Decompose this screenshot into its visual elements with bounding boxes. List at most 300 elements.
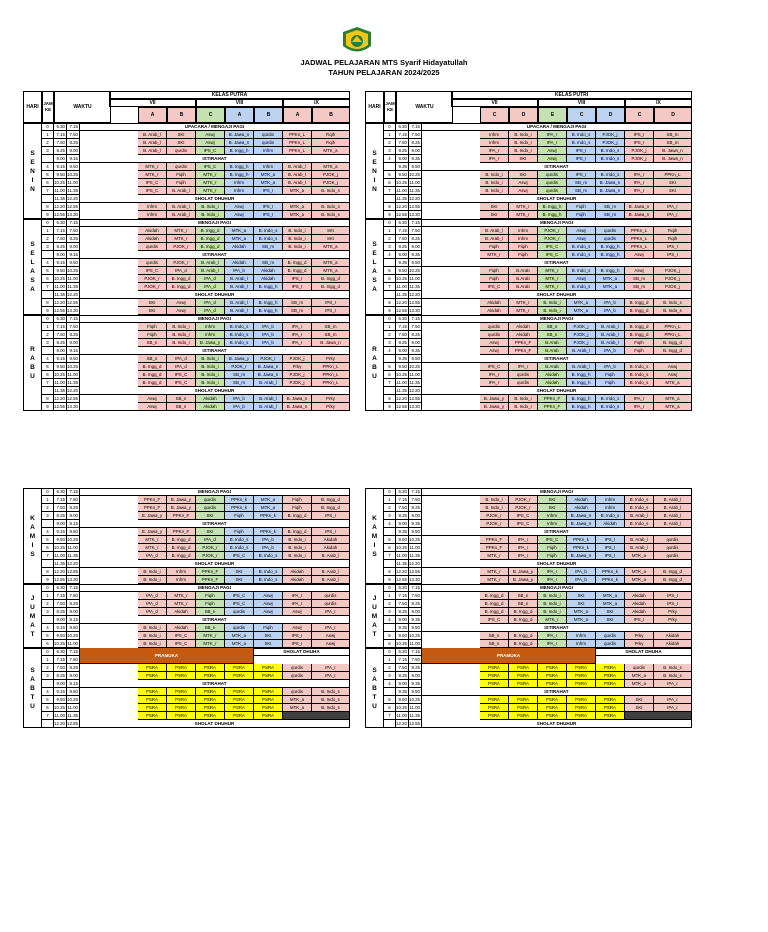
subject-cell: B. Indo_s xyxy=(625,379,654,387)
subject-cell: B. Indo_s xyxy=(567,131,596,139)
end-time: 12.55 xyxy=(67,396,78,401)
end-time: 7.50 xyxy=(409,656,422,664)
schedule-row xyxy=(365,592,692,600)
subject-cell: Akidah xyxy=(254,267,283,275)
subject-cell: PSRA xyxy=(538,704,567,712)
schedule-row xyxy=(23,688,350,696)
schedule-row xyxy=(23,283,350,291)
day-letter: A xyxy=(30,286,35,293)
start-time: 6.30 xyxy=(54,219,67,227)
subject-cell: MTK_r xyxy=(480,568,509,576)
subject-cell: PPKn_F xyxy=(538,395,567,403)
start-time: 6.30 xyxy=(54,648,67,656)
period-number: 7 xyxy=(384,283,396,291)
subject-cell: PJOK_j xyxy=(283,379,312,387)
start-time: 6.30 xyxy=(54,488,67,496)
subject-cell: B. Ingg_d xyxy=(625,299,654,307)
subject-cell: PSRA xyxy=(138,696,167,704)
period-number: 2 xyxy=(384,664,396,672)
period-number: 1 xyxy=(42,227,54,235)
schedule-row xyxy=(23,379,350,387)
school-emblem-icon xyxy=(340,26,374,56)
schedule-row xyxy=(365,704,692,712)
schedule-row xyxy=(23,584,350,592)
subject-cell: Aswj xyxy=(138,395,167,403)
break-label: SHOLAT DHUHUR xyxy=(422,195,692,203)
subject-cell: B. Arab_l xyxy=(596,323,625,331)
subject-cell: MTK_a xyxy=(283,211,312,219)
subject-cell: SB_m xyxy=(625,275,654,283)
schedule-row xyxy=(23,299,350,307)
schedule-row xyxy=(365,147,692,155)
subject-cell: MTK_a xyxy=(625,552,654,560)
subject-cell: MTK_a xyxy=(596,275,625,283)
subject-cell: PSRA xyxy=(254,672,283,680)
end-time: 11.35 xyxy=(67,188,78,193)
schedule-row xyxy=(365,696,692,704)
period-number: 6 xyxy=(384,371,396,379)
subject-cell: B. Indo_s xyxy=(596,171,625,179)
start-time: 9.00 xyxy=(396,155,409,163)
subject-cell: PPKn_L xyxy=(625,227,654,235)
subject-cell: IPA_r xyxy=(654,704,692,712)
start-time: 9.15 xyxy=(54,259,67,267)
period-number xyxy=(384,528,396,536)
start-time: 11.35 xyxy=(396,196,407,201)
end-time: 7.15 xyxy=(409,123,422,131)
subject-cell: SKI xyxy=(625,704,654,712)
subject-cell: qurdis xyxy=(596,632,625,640)
day-separator xyxy=(365,488,692,489)
subject-cell: B. Ingg_h xyxy=(567,379,596,387)
schedule-row xyxy=(23,251,350,259)
start-time: 12.55 xyxy=(54,212,65,217)
day-letter: A xyxy=(372,268,377,275)
subject-cell: B. Indo_i xyxy=(509,403,538,411)
start-time: 7.15 xyxy=(396,227,409,235)
subject-cell: B. Ingg_d xyxy=(654,576,692,584)
subject-cell: Akidah xyxy=(283,576,312,584)
start-time: 7.15 xyxy=(396,496,409,504)
schedule-row xyxy=(365,163,692,171)
end-time: 10.25 xyxy=(67,172,78,177)
subject-cell: SB_m xyxy=(254,243,283,251)
subject-cell: Infrm xyxy=(538,512,567,520)
subject-cell: PPKn_L xyxy=(654,323,692,331)
subject-cell: B. Arab_l xyxy=(225,275,254,283)
schedule-row xyxy=(23,355,350,363)
start-time: 11.35 xyxy=(54,388,65,393)
schedule-row xyxy=(365,291,692,299)
subject-cell: B. Indo_i xyxy=(196,363,225,371)
start-time: 8.25 xyxy=(396,512,409,520)
period-number: 0 xyxy=(42,315,54,323)
start-time: 9.00 xyxy=(396,347,409,355)
start-time: 9.50 xyxy=(54,171,67,179)
day-letter: N xyxy=(30,185,35,193)
schedule-row xyxy=(23,235,350,243)
subject-cell: PSRA xyxy=(509,672,538,680)
subject-cell: B. Arab_l xyxy=(654,512,692,520)
day-letter: K xyxy=(30,514,35,522)
schedule-row xyxy=(365,536,692,544)
subject-cell: SB_m xyxy=(283,307,312,315)
start-time: 11.35 xyxy=(54,292,65,297)
period-number: 0 xyxy=(384,648,396,656)
start-time: 11.00 xyxy=(54,188,65,193)
period-number: 8 xyxy=(384,395,396,403)
subject-cell: IPA_b xyxy=(567,576,596,584)
subject-cell: Aswj xyxy=(480,339,509,347)
subject-cell: B. Indo_s xyxy=(596,395,625,403)
start-time: 11.35 xyxy=(54,196,65,201)
start-time: 6.30 xyxy=(396,488,409,496)
schedule-row xyxy=(365,584,692,592)
end-time: 12.55 xyxy=(67,300,78,305)
dhuha-label: SHOLAT DHUHA xyxy=(254,648,350,656)
subject-cell: PPKn_k xyxy=(225,496,254,504)
subject-cell: SKI xyxy=(196,528,225,536)
start-time: 9.35 xyxy=(396,259,409,267)
break-label: ISTIRAHAT xyxy=(422,688,692,696)
subject-cell: qurdis xyxy=(596,640,625,648)
schedule-row xyxy=(365,235,692,243)
period-number: 1 xyxy=(384,592,396,600)
subject-cell: MTK_r xyxy=(196,632,225,640)
end-time: 9.15 xyxy=(67,680,80,688)
subject-cell: qurdis xyxy=(312,592,350,600)
subject-cell: Akidah xyxy=(625,608,654,616)
end-time: 13.30 xyxy=(67,212,78,217)
subject-cell: B. Indo_i xyxy=(538,608,567,616)
break-label: UPACARA / MENGAJI PAGI xyxy=(80,123,350,131)
start-time: 12.20 xyxy=(54,204,65,209)
subject-cell: MTK_a xyxy=(654,395,692,403)
end-time: 7.50 xyxy=(67,656,80,664)
subject-cell: Infrm xyxy=(254,147,283,155)
end-time: 12.55 xyxy=(67,204,78,209)
start-time: 11.00 xyxy=(54,284,65,289)
subject-cell: PJOK_j xyxy=(283,371,312,379)
subject-cell: PSRA xyxy=(196,688,225,696)
subject-cell: PSRA xyxy=(596,664,625,672)
subject-cell: MTK_r xyxy=(480,251,509,259)
day-letter: E xyxy=(372,250,377,257)
day-letter: U xyxy=(30,702,35,710)
subject-cell: PJOK_j xyxy=(654,275,692,283)
subject-cell: B. Arab_l xyxy=(596,339,625,347)
day-letter: A xyxy=(372,286,377,293)
subject-cell: SKI xyxy=(596,608,625,616)
start-time: 12.20 xyxy=(54,569,65,574)
day-letter: S xyxy=(30,277,35,284)
end-time: 8.25 xyxy=(67,139,80,147)
subject-cell: MTK_r xyxy=(167,600,196,608)
subject-cell: PSRA xyxy=(138,664,167,672)
period-number: 0 xyxy=(42,488,54,496)
break-label: ISTIRAHAT xyxy=(422,355,692,363)
subject-cell: PSRA xyxy=(596,712,625,720)
subject-cell: B. Ingg_d xyxy=(654,347,692,355)
subject-cell: B. Indo_s xyxy=(654,299,692,307)
end-time: 9.00 xyxy=(67,243,80,251)
schedule-row xyxy=(23,339,350,347)
period-number: 0 xyxy=(384,584,396,592)
end-time: 10.25 xyxy=(409,268,420,273)
subject-cell: B.Arab xyxy=(509,283,538,291)
end-time: 9.50 xyxy=(409,528,422,536)
subject-cell: Akidah xyxy=(312,536,350,544)
period-number: 7 xyxy=(42,712,54,720)
schedule-row xyxy=(365,624,692,632)
subject-cell: B. Arab_l xyxy=(138,139,167,147)
day-letter: S xyxy=(372,550,377,558)
end-time: 9.50 xyxy=(67,528,80,536)
subject-cell: PPKn_L xyxy=(312,379,350,387)
subject-cell: B. Arab_l xyxy=(196,259,225,267)
end-time: 13.30 xyxy=(67,404,78,409)
subject-cell: qurdis xyxy=(283,664,312,672)
class-column-header: A xyxy=(138,107,167,123)
subject-cell: Akidah xyxy=(567,496,596,504)
end-time: 9.00 xyxy=(409,147,422,155)
day-letter: S xyxy=(30,149,35,157)
subject-cell: B. Indo_i xyxy=(538,600,567,608)
period-number: 0 xyxy=(384,123,396,131)
period-number: 1 xyxy=(42,323,54,331)
schedule-row xyxy=(365,608,692,616)
subject-cell: IPA_r xyxy=(283,331,312,339)
subject-cell: B. Jawa_n xyxy=(596,179,625,187)
period-number: 9 xyxy=(384,403,396,411)
end-time: 9.35 xyxy=(409,347,422,355)
subject-cell: SKI xyxy=(509,155,538,163)
subject-cell: MTK_r xyxy=(509,299,538,307)
subject-cell: B. Arab_l xyxy=(625,544,654,552)
subject-cell: IPA_r xyxy=(538,568,567,576)
day-separator xyxy=(365,584,692,585)
subject-cell: IPS_C xyxy=(196,147,225,155)
period-number: 1 xyxy=(384,227,396,235)
subject-cell: MTK_a xyxy=(225,235,254,243)
start-time: 9.15 xyxy=(54,688,67,696)
subject-cell: B. Arab_l xyxy=(567,347,596,355)
subject-cell: PPKn_k xyxy=(596,576,625,584)
end-time: 9.15 xyxy=(67,251,80,259)
subject-cell: Akidah xyxy=(538,379,567,387)
subject-cell: IPA_r xyxy=(312,608,350,616)
schedule-row xyxy=(23,275,350,283)
end-time: 11.00 xyxy=(409,705,420,710)
subject-cell: IPA_d xyxy=(138,552,167,560)
subject-cell: B. Indo_s xyxy=(225,536,254,544)
schedule-table-putri-kamis-sabtu xyxy=(365,488,692,728)
end-time: 10.25 xyxy=(67,633,78,638)
break-label: ISTIRAHAT xyxy=(80,347,350,355)
subject-cell: IPA_r xyxy=(312,664,350,672)
end-time: 13.30 xyxy=(67,308,78,313)
start-time: 9.00 xyxy=(396,616,409,624)
subject-cell: Akidah xyxy=(196,395,225,403)
subject-cell: B. Ingg_d xyxy=(167,283,196,291)
waktu-header: WAKTU xyxy=(54,91,111,123)
subject-cell: Aswj xyxy=(538,155,567,163)
start-time: 12.20 xyxy=(54,300,65,305)
subject-cell: B. Indo_s xyxy=(312,704,350,712)
subject-cell: PPKn_L xyxy=(283,139,312,147)
schedule-row xyxy=(23,139,350,147)
start-time: 9.50 xyxy=(396,696,409,704)
period-number: 2 xyxy=(384,139,396,147)
schedule-row xyxy=(23,512,350,520)
end-time: 13.30 xyxy=(409,577,420,582)
end-time: 13.30 xyxy=(409,404,420,409)
subject-cell: B. Ingg_h xyxy=(225,147,254,155)
period-number: 0 xyxy=(42,584,54,592)
schedule-row xyxy=(23,568,350,576)
subject-cell: B. Ingg_h xyxy=(567,395,596,403)
subject-cell: PSRA xyxy=(538,664,567,672)
subject-cell: PSRA xyxy=(480,680,509,688)
end-time: 12.20 xyxy=(67,292,78,297)
schedule-row xyxy=(23,496,350,504)
subject-cell: Fiqih xyxy=(625,339,654,347)
subject-cell: IPS_C xyxy=(138,187,167,195)
subject-cell: SKI xyxy=(254,640,283,648)
subject-cell: MTK_r xyxy=(167,227,196,235)
end-time: 9.00 xyxy=(67,672,80,680)
start-time: 10.25 xyxy=(54,276,65,281)
subject-cell: B. Indo_s xyxy=(225,331,254,339)
subject-cell: B. Indo_i xyxy=(509,147,538,155)
subject-cell: B. Indo_i xyxy=(509,131,538,139)
period-number: 3 xyxy=(42,512,54,520)
subject-cell: Akidah xyxy=(225,243,254,251)
period-number: 5 xyxy=(384,363,396,371)
period-number xyxy=(384,387,396,395)
subject-cell: B. Indo_i xyxy=(538,299,567,307)
period-number: 2 xyxy=(42,664,54,672)
schedule-row xyxy=(365,664,692,672)
day-letter: S xyxy=(30,550,35,558)
period-number xyxy=(384,163,396,171)
subject-cell: B. Ingg_d xyxy=(138,371,167,379)
period-number: 4 xyxy=(42,528,54,536)
schedule-row xyxy=(365,632,692,640)
schedule-row xyxy=(365,347,692,355)
subject-cell: B. Indo_i xyxy=(480,504,509,512)
subject-cell: Aswj xyxy=(509,187,538,195)
schedule-row xyxy=(365,315,692,323)
subject-cell: IPA_r xyxy=(283,339,312,347)
end-time: 7.15 xyxy=(67,648,80,656)
start-time: 9.50 xyxy=(396,267,409,275)
schedule-row xyxy=(23,259,350,267)
subject-cell: B. Arab_l xyxy=(480,235,509,243)
period-number: 8 xyxy=(384,203,396,211)
subject-cell: B. Ingg_d xyxy=(654,568,692,576)
subject-cell: Aswj xyxy=(625,251,654,259)
start-time: 7.15 xyxy=(396,592,409,600)
subject-cell: B. Indo_s xyxy=(312,211,350,219)
start-time: 10.25 xyxy=(396,641,407,646)
schedule-row xyxy=(365,512,692,520)
class-column-header: C xyxy=(625,107,654,123)
subject-cell: PPKn_L xyxy=(625,243,654,251)
schedule-row xyxy=(365,355,692,363)
subject-cell: IPS_C xyxy=(167,632,196,640)
subject-cell: B. Indo_s xyxy=(254,235,283,243)
subject-cell: MTK_r xyxy=(167,235,196,243)
subject-cell: PPKn_F xyxy=(538,403,567,411)
end-time: 12.20 xyxy=(409,561,420,566)
end-time: 12.55 xyxy=(409,569,420,574)
period-number: 2 xyxy=(42,600,54,608)
subject-cell: IPA_r xyxy=(509,552,538,560)
period-number: 0 xyxy=(384,219,396,227)
break-label: SHOLAT DHUHUR xyxy=(80,195,350,203)
subject-cell: MTK_a xyxy=(312,147,350,155)
period-number: 3 xyxy=(42,243,54,251)
subject-cell: B. Indo_s xyxy=(596,403,625,411)
subject-cell: PPKn_F xyxy=(167,528,196,536)
schedule-row xyxy=(365,131,692,139)
subject-cell: B. Indo_i xyxy=(283,544,312,552)
subject-cell: qurdis xyxy=(225,624,254,632)
subject-cell: Akidah xyxy=(480,299,509,307)
day-letter: B xyxy=(30,364,35,371)
schedule-row xyxy=(365,488,692,496)
subject-cell: B. Indo_i xyxy=(167,331,196,339)
day-letter: A xyxy=(372,355,377,362)
end-time: 8.25 xyxy=(67,504,80,512)
end-time: 7.15 xyxy=(409,488,422,496)
subject-cell: SKI xyxy=(196,512,225,520)
subject-cell: SKI xyxy=(312,227,350,235)
subject-cell: qurdis xyxy=(480,323,509,331)
subject-cell: Fiqih xyxy=(312,139,350,147)
subject-cell: B. Indo_s xyxy=(596,155,625,163)
break-label: MENGAJI PAGI xyxy=(80,488,350,496)
subject-cell: B. Jawa_n xyxy=(283,403,312,411)
subject-cell: MTK_a xyxy=(567,307,596,315)
day-separator xyxy=(365,123,692,124)
subject-cell: B. Ingg_d xyxy=(480,608,509,616)
schedule-row xyxy=(365,123,692,131)
subject-cell: PJOK_j xyxy=(625,155,654,163)
subject-cell: IPA_b xyxy=(596,363,625,371)
subject-cell: Infrm xyxy=(538,520,567,528)
subject-cell: B. Indo_s xyxy=(225,544,254,552)
subject-cell: B. Indo_s xyxy=(567,243,596,251)
start-time: 11.00 xyxy=(396,188,407,193)
subject-cell: Infrm xyxy=(196,323,225,331)
subject-cell: IPS_I xyxy=(283,283,312,291)
subject-cell: Fiqih xyxy=(625,347,654,355)
period-number: 8 xyxy=(42,395,54,403)
end-time: 7.50 xyxy=(67,323,80,331)
subject-cell: Aswj xyxy=(283,624,312,632)
subject-cell: PPKn_F xyxy=(509,347,538,355)
period-number: 4 xyxy=(384,251,396,259)
day-separator xyxy=(365,315,692,316)
subject-cell: B. Ingg_d xyxy=(196,227,225,235)
end-time: 10.25 xyxy=(67,268,78,273)
subject-cell: PJOK_r xyxy=(480,512,509,520)
start-time: 11.00 xyxy=(396,380,407,385)
subject-cell: Akidah xyxy=(625,600,654,608)
day-letter: S xyxy=(30,666,35,674)
